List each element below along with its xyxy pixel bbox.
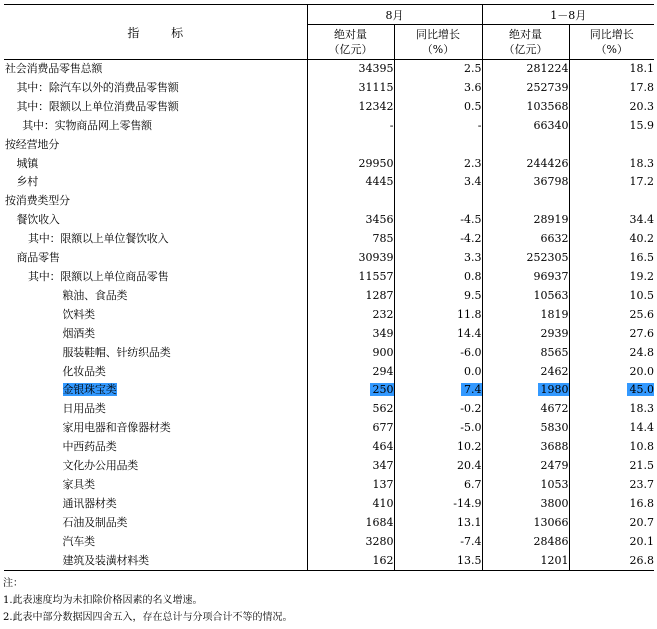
month-yoy-cell: 0.0 [394,363,482,382]
table-row [4,230,654,249]
month-abs-cell: 34395 [307,60,394,79]
ytd-abs-cell: 8565 [482,344,569,363]
row-label: 其中：除汽车以外的消费品零售额 [4,79,307,98]
table-row [4,192,654,211]
row-label: 通讯器材类 [4,495,307,514]
ytd-yoy-cell: 27.6 [629,326,654,340]
table-row [4,495,654,514]
table-row [4,306,654,325]
row-label: 化妆品类 [4,363,307,382]
month-yoy-cell [394,192,482,211]
ytd-abs-cell: 3800 [482,495,569,514]
table-row [4,476,654,495]
month-yoy-cell: 2.5 [394,60,482,79]
ytd-yoy-cell: 17.8 [629,80,654,94]
row-label: 家用电器和音像器材类 [4,419,307,438]
ytd-yoy-cell: 34.4 [629,213,654,227]
month-yoy-cell: 7.4 [394,381,482,400]
month-abs-cell: 31115 [307,79,394,98]
month-abs-cell [307,192,394,211]
month-yoy-cell: -4.2 [394,230,482,249]
row-label: 其中：限额以上单位消费品零售额 [4,98,307,117]
month-yoy-cell: 11.8 [394,306,482,325]
ytd-yoy-cell: 15.9 [629,118,654,132]
table-row [4,287,654,306]
ytd-abs-cell: 36798 [482,173,569,192]
month-yoy-cell: 10.2 [394,438,482,457]
table-row [4,514,654,533]
month-abs-cell: 294 [307,363,394,382]
ytd-abs-cell: 281224 [482,60,569,79]
month-yoy-cell: 13.5 [394,552,482,571]
row-label: 其中：限额以上单位商品零售 [4,268,307,287]
month-abs-cell: 3456 [307,211,394,230]
month-yoy-cell: -7.4 [394,533,482,552]
month-header: 8月 [307,5,482,25]
month-yoy-cell: 0.8 [394,268,482,287]
ytd-yoy-cell: 18.1 [629,62,654,75]
row-label: 粮油、食品类 [4,287,307,306]
month-abs-cell: 3280 [307,533,394,552]
month-abs-cell: 410 [307,495,394,514]
row-label: 家具类 [4,476,307,495]
month-abs-cell: 1684 [307,514,394,533]
month-abs-cell: 1287 [307,287,394,306]
month-yoy-cell: 2.3 [394,155,482,174]
row-label: 其中：限额以上单位餐饮收入 [4,230,307,249]
table-row [4,419,654,438]
table-row [4,325,654,344]
month-yoy-cell: -5.0 [394,419,482,438]
month-yoy-cell: -14.9 [394,495,482,514]
table-row [4,552,654,571]
month-yoy-cell: 3.6 [394,79,482,98]
table-row [4,136,654,155]
month-yoy-cell: - [394,117,482,136]
row-label: 饮料类 [4,306,307,325]
ytd-yoy-cell: 45.0 [569,381,654,400]
row-label: 社会消费品零售总额 [4,60,307,79]
month-yoy-cell: -6.0 [394,344,482,363]
ytd-yoy-cell [569,192,654,211]
ytd-abs-cell: 103568 [482,98,569,117]
month-abs-cell: 162 [307,552,394,571]
ytd-abs-cell: 4672 [482,400,569,419]
row-label: 烟酒类 [4,325,307,344]
ytd-abs-cell: 96937 [482,268,569,287]
month-yoy-cell: 3.4 [394,173,482,192]
ytd-abs-cell: 13066 [482,514,569,533]
ytd-abs-cell: 28919 [482,211,569,230]
row-label: 文化办公用品类 [4,457,307,476]
row-label: 城镇 [4,155,307,174]
ytd-abs-cell: 28486 [482,533,569,552]
ytd-yoy-cell: 19.2 [629,269,654,283]
ytd-yoy-cell: 16.5 [629,251,654,265]
ytd-abs-cell: 6632 [482,230,569,249]
month-yoy-cell: 0.5 [394,98,482,117]
ytd-abs-header: 绝对量 （亿元） [482,25,569,60]
month-abs-cell: 30939 [307,249,394,268]
table-body [4,60,654,571]
ytd-abs-cell: 252305 [482,249,569,268]
month-abs-cell: 11557 [307,268,394,287]
month-yoy-cell: -4.5 [394,211,482,230]
row-label: 商品零售 [4,249,307,268]
row-label: 其中：实物商品网上零售额 [4,117,307,136]
ytd-yoy-cell [569,136,654,155]
table-row [4,533,654,552]
ytd-yoy-cell: 18.3 [629,402,654,416]
ytd-abs-cell: 66340 [482,117,569,136]
month-abs-cell: 562 [307,400,394,419]
row-label: 餐饮收入 [4,211,307,230]
ytd-yoy-cell: 16.8 [629,496,654,510]
month-abs-cell: 464 [307,438,394,457]
ytd-abs-cell: 1053 [482,476,569,495]
month-yoy-cell: 14.4 [394,325,482,344]
ytd-abs-cell: 244426 [482,155,569,174]
ytd-yoy-header: 同比增长 （%） [569,25,654,60]
row-label: 乡村 [4,173,307,192]
row-label: 建筑及装潢材料类 [4,552,307,571]
table-row [4,98,654,117]
note-item: 2.此表中部分数据因四舍五入，存在总计与分项合计不等的情况。 [3,612,293,623]
ytd-abs-cell: 2479 [482,457,569,476]
month-abs-cell: 347 [307,457,394,476]
row-label: 日用品类 [4,400,307,419]
month-yoy-cell: 13.1 [394,514,482,533]
row-label: 金银珠宝类 [4,381,307,400]
table-row [4,457,654,476]
row-label: 中西药品类 [4,438,307,457]
ytd-abs-cell [482,136,569,155]
table-row [4,438,654,457]
ytd-abs-cell: 5830 [482,419,569,438]
retail-sales-table [4,4,654,571]
table-row [4,155,654,174]
ytd-yoy-cell: 17.2 [629,175,654,189]
ytd-abs-cell: 1201 [482,552,569,571]
ytd-abs-cell: 1819 [482,306,569,325]
month-yoy-header: 同比增长 （%） [394,25,482,60]
ytd-yoy-cell: 26.8 [569,552,654,571]
note-item: 1.此表速度均为未扣除价格因素的名义增速。 [3,595,203,606]
retail-sales-table-container [4,4,654,571]
month-abs-cell [307,136,394,155]
footnotes [3,575,293,626]
month-yoy-cell: -0.2 [394,400,482,419]
notes-title: 注： [3,578,23,589]
table-row [4,400,654,419]
ytd-abs-cell: 2939 [482,325,569,344]
ytd-abs-cell: 10563 [482,287,569,306]
ytd-yoy-cell: 20.1 [629,534,654,548]
month-abs-cell: - [307,117,394,136]
month-yoy-cell: 9.5 [394,287,482,306]
table-header [4,5,654,60]
month-abs-cell: 29950 [307,155,394,174]
ytd-yoy-cell: 14.4 [629,421,654,435]
ytd-yoy-cell: 20.0 [629,364,654,378]
row-label: 汽车类 [4,533,307,552]
row-label: 石油及制品类 [4,514,307,533]
month-abs-cell: 137 [307,476,394,495]
month-abs-header: 绝对量 （亿元） [307,25,394,60]
ytd-yoy-cell: 20.3 [629,99,654,113]
month-yoy-cell [394,136,482,155]
ytd-abs-cell: 2462 [482,363,569,382]
table-row [4,211,654,230]
table-row [4,249,654,268]
ytd-yoy-cell: 10.8 [629,440,654,454]
ytd-abs-cell: 1980 [482,381,569,400]
month-abs-cell: 677 [307,419,394,438]
ytd-abs-cell: 252739 [482,79,569,98]
month-abs-cell: 785 [307,230,394,249]
month-abs-cell: 900 [307,344,394,363]
ytd-yoy-cell: 18.3 [629,156,654,170]
ytd-yoy-cell: 20.7 [629,515,654,529]
table-row [4,60,654,79]
ytd-abs-cell [482,192,569,211]
table-row [4,79,654,98]
month-yoy-cell: 3.3 [394,249,482,268]
month-abs-cell: 232 [307,306,394,325]
ytd-abs-cell: 3688 [482,438,569,457]
table-row [4,344,654,363]
table-row [4,381,654,400]
table-row [4,363,654,382]
ytd-yoy-cell: 10.5 [629,288,654,302]
ytd-yoy-cell: 21.5 [629,459,654,473]
row-label: 按经营地分 [4,136,307,155]
ytd-header: 1－8月 [482,5,654,25]
row-label: 按消费类型分 [4,192,307,211]
table-row [4,173,654,192]
indicator-header: 指 标 [4,5,307,60]
month-yoy-cell: 20.4 [394,457,482,476]
month-abs-cell: 349 [307,325,394,344]
ytd-yoy-cell: 23.7 [629,477,654,491]
month-abs-cell: 12342 [307,98,394,117]
row-label: 服装鞋帽、针纺织品类 [4,344,307,363]
month-yoy-cell: 6.7 [394,476,482,495]
ytd-yoy-cell: 24.8 [629,345,654,359]
table-row [4,117,654,136]
month-abs-cell: 4445 [307,173,394,192]
ytd-yoy-cell: 25.6 [629,307,654,321]
month-abs-cell: 250 [307,381,394,400]
ytd-yoy-cell: 40.2 [629,232,654,246]
table-row [4,268,654,287]
